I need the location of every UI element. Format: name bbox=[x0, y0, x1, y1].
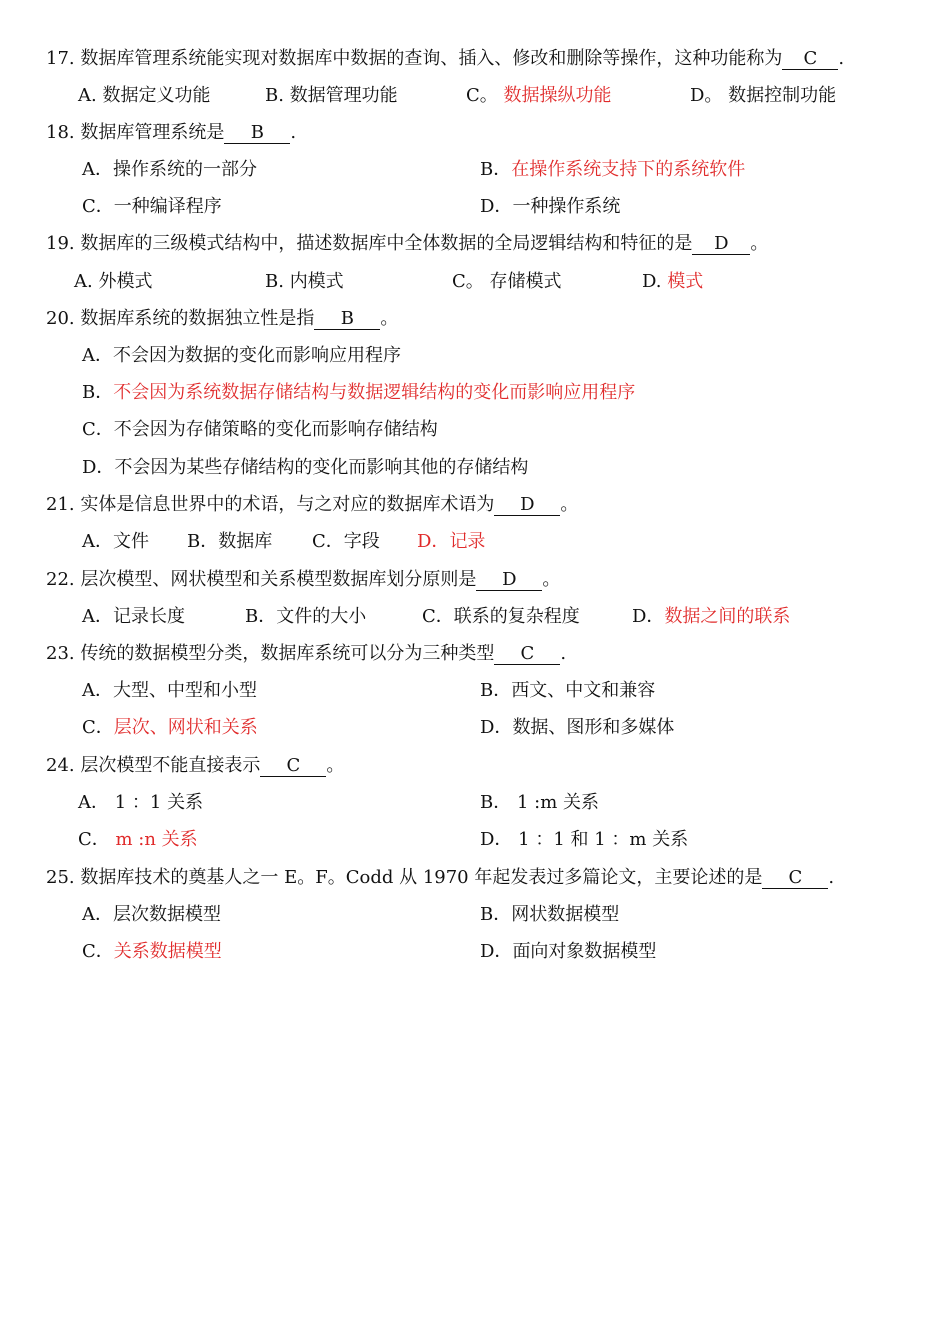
option-label: A． bbox=[82, 159, 113, 180]
option-22-d bbox=[632, 604, 790, 630]
option-label: A． bbox=[82, 531, 113, 552]
option-24-b bbox=[480, 790, 599, 816]
option-text-correct: 层次、网状和关系 bbox=[113, 717, 258, 738]
option-23-b bbox=[480, 678, 655, 704]
question-text: 数据库的三级模式结构中，描述数据库中全体数据的全局逻辑结构和特征的是 bbox=[80, 233, 693, 254]
option-text: 不会因为数据的变化而影响应用程序 bbox=[113, 345, 401, 366]
option-text: 不会因为某些存储结构的变化而影响其他的存储结构 bbox=[114, 457, 529, 478]
option-label: B. bbox=[265, 85, 284, 106]
option-label: D． bbox=[480, 717, 513, 738]
option-text: 数据、图形和多媒体 bbox=[512, 717, 675, 738]
question-text: 数据库技术的奠基人之一 E。F。Codd 从 1970 年起发表过多篇论文，主要论述的是 bbox=[80, 867, 763, 888]
question-end: . bbox=[838, 48, 845, 69]
option-17-c bbox=[466, 83, 612, 109]
option-text-correct: 记录 bbox=[449, 531, 486, 552]
option-label: B. bbox=[265, 271, 284, 292]
question-text: 数据库系统的数据独立性是指 bbox=[80, 308, 315, 329]
option-24-a bbox=[78, 790, 203, 816]
option-text-correct: 不会因为系统数据存储结构与数据逻辑结构的变化而影响应用程序 bbox=[113, 382, 636, 403]
question-number: 17. bbox=[46, 48, 75, 69]
question-number: 18. bbox=[46, 122, 75, 143]
option-label: B． bbox=[82, 382, 114, 403]
option-19-c bbox=[452, 269, 562, 295]
option-19-d bbox=[642, 269, 703, 295]
option-label: D。 bbox=[690, 85, 723, 106]
question-end: 。 bbox=[326, 755, 345, 776]
option-22-c bbox=[422, 604, 580, 630]
question-number: 22. bbox=[46, 569, 75, 590]
question-text: 层次模型不能直接表示 bbox=[80, 755, 261, 776]
question-end: . bbox=[560, 643, 567, 664]
option-21-c bbox=[312, 529, 380, 555]
option-19-a bbox=[74, 269, 152, 295]
question-25 bbox=[46, 865, 834, 891]
option-text: 记录长度 bbox=[113, 606, 185, 627]
option-text: 文件 bbox=[113, 531, 149, 552]
option-label: A． bbox=[82, 606, 113, 627]
option-18-c bbox=[82, 194, 222, 220]
option-label: C。 bbox=[466, 85, 498, 106]
option-label: D． bbox=[82, 457, 115, 478]
option-label: B． bbox=[480, 680, 512, 701]
question-text: 数据库管理系统是 bbox=[80, 122, 225, 143]
option-text: 层次数据模型 bbox=[113, 904, 221, 925]
option-text: 面向对象数据模型 bbox=[512, 941, 657, 962]
question-21 bbox=[46, 492, 578, 518]
option-text: 西文、中文和兼容 bbox=[511, 680, 656, 701]
question-end: . bbox=[290, 122, 297, 143]
answer-blank: D bbox=[692, 234, 750, 255]
option-17-a bbox=[78, 83, 210, 109]
question-23 bbox=[46, 641, 566, 667]
answer-blank: C bbox=[494, 644, 560, 665]
answer-blank: C bbox=[260, 756, 326, 777]
option-text-correct: 模式 bbox=[667, 271, 704, 292]
option-23-a bbox=[82, 678, 257, 704]
option-label: C． bbox=[82, 419, 114, 440]
option-24-c bbox=[78, 827, 198, 853]
option-label: D. bbox=[642, 271, 662, 292]
question-end: 。 bbox=[750, 233, 769, 254]
option-22-b bbox=[245, 604, 366, 630]
option-20-a bbox=[82, 343, 401, 369]
question-number: 20. bbox=[46, 308, 75, 329]
answer-blank: B bbox=[314, 309, 380, 330]
option-label: A． bbox=[82, 904, 113, 925]
option-text: 外模式 bbox=[98, 271, 153, 292]
option-25-c bbox=[82, 939, 222, 965]
option-text: 数据定义功能 bbox=[102, 85, 211, 106]
question-number: 23. bbox=[46, 643, 75, 664]
question-18 bbox=[46, 120, 296, 146]
question-20 bbox=[46, 306, 398, 332]
option-label: C． bbox=[78, 829, 110, 850]
option-text: 网状数据模型 bbox=[511, 904, 620, 925]
option-25-d bbox=[480, 939, 656, 965]
option-text-correct: 数据操纵功能 bbox=[503, 85, 612, 106]
option-label: B． bbox=[187, 531, 219, 552]
option-text: 数据库 bbox=[218, 531, 273, 552]
option-23-d bbox=[480, 715, 674, 741]
option-label: C． bbox=[82, 717, 114, 738]
option-18-d bbox=[480, 194, 620, 220]
option-text: 存储模式 bbox=[489, 271, 562, 292]
option-label: A. bbox=[78, 85, 97, 106]
question-number: 19. bbox=[46, 233, 75, 254]
option-22-a bbox=[82, 604, 185, 630]
question-19 bbox=[46, 231, 768, 257]
option-text: 字段 bbox=[343, 531, 380, 552]
option-text: 1 ：1 和 1 ：m 关系 bbox=[518, 829, 689, 850]
option-23-c bbox=[82, 715, 258, 741]
answer-blank: C bbox=[782, 49, 838, 70]
option-label: D． bbox=[417, 531, 450, 552]
option-21-a bbox=[82, 529, 149, 555]
question-text: 传统的数据模型分类，数据库系统可以分为三种类型 bbox=[80, 643, 495, 664]
option-label: C． bbox=[422, 606, 454, 627]
question-17 bbox=[46, 46, 844, 72]
option-text: 一种操作系统 bbox=[512, 196, 621, 217]
question-end: 。 bbox=[560, 494, 579, 515]
option-17-b bbox=[265, 83, 398, 109]
question-end: 。 bbox=[380, 308, 399, 329]
option-25-a bbox=[82, 902, 221, 928]
question-end: 。 bbox=[542, 569, 561, 590]
option-text: 1 :m 关系 bbox=[516, 792, 599, 813]
question-number: 24. bbox=[46, 755, 75, 776]
option-24-d bbox=[480, 827, 688, 853]
option-label: B． bbox=[480, 904, 512, 925]
option-19-b bbox=[265, 269, 344, 295]
option-label: D． bbox=[480, 829, 513, 850]
option-text: 内模式 bbox=[289, 271, 344, 292]
option-text: 数据管理功能 bbox=[289, 85, 398, 106]
option-text: 大型、中型和小型 bbox=[113, 680, 257, 701]
option-17-d bbox=[690, 83, 836, 109]
answer-blank: B bbox=[224, 123, 290, 144]
option-20-b bbox=[82, 380, 635, 406]
option-20-c bbox=[82, 417, 438, 443]
option-label: B． bbox=[480, 792, 512, 813]
option-25-b bbox=[480, 902, 619, 928]
option-label: A． bbox=[78, 792, 109, 813]
option-text: 联系的复杂程度 bbox=[453, 606, 580, 627]
option-20-d bbox=[82, 455, 528, 481]
option-21-d bbox=[417, 529, 485, 555]
option-label: C． bbox=[82, 941, 114, 962]
answer-blank: D bbox=[494, 495, 560, 516]
option-text-correct: 在操作系统支持下的系统软件 bbox=[511, 159, 746, 180]
answer-blank: D bbox=[476, 570, 542, 591]
option-18-a bbox=[82, 157, 257, 183]
option-18-b bbox=[480, 157, 745, 183]
option-21-b bbox=[187, 529, 272, 555]
option-label: A. bbox=[74, 271, 93, 292]
question-end: . bbox=[828, 867, 835, 888]
question-22 bbox=[46, 567, 560, 593]
option-text: 1 ：1 关系 bbox=[114, 792, 204, 813]
option-label: A． bbox=[82, 680, 113, 701]
question-24 bbox=[46, 753, 344, 779]
question-text: 实体是信息世界中的术语，与之对应的数据库术语为 bbox=[80, 494, 495, 515]
option-label: C． bbox=[312, 531, 344, 552]
option-label: D． bbox=[480, 196, 513, 217]
option-label: D． bbox=[632, 606, 665, 627]
option-text-correct: 关系数据模型 bbox=[113, 941, 222, 962]
question-text: 层次模型、网状模型和关系模型数据库划分原则是 bbox=[80, 569, 477, 590]
option-text: 操作系统的一部分 bbox=[113, 159, 257, 180]
option-label: C． bbox=[82, 196, 114, 217]
option-label: C。 bbox=[452, 271, 484, 292]
answer-blank: C bbox=[762, 868, 828, 889]
option-text: 不会因为存储策略的变化而影响存储结构 bbox=[113, 419, 438, 440]
option-text-correct: 数据之间的联系 bbox=[664, 606, 791, 627]
question-number: 21. bbox=[46, 494, 75, 515]
option-label: B． bbox=[245, 606, 277, 627]
option-text: 文件的大小 bbox=[276, 606, 367, 627]
option-text: 一种编译程序 bbox=[113, 196, 222, 217]
question-number: 25. bbox=[46, 867, 75, 888]
option-text: 数据控制功能 bbox=[728, 85, 837, 106]
option-label: B． bbox=[480, 159, 512, 180]
option-label: A． bbox=[82, 345, 113, 366]
option-label: D． bbox=[480, 941, 513, 962]
question-text: 数据库管理系统能实现对数据库中数据的查询、插入、修改和删除等操作，这种功能称为 bbox=[80, 48, 783, 69]
option-text-correct: m :n 关系 bbox=[115, 829, 198, 850]
